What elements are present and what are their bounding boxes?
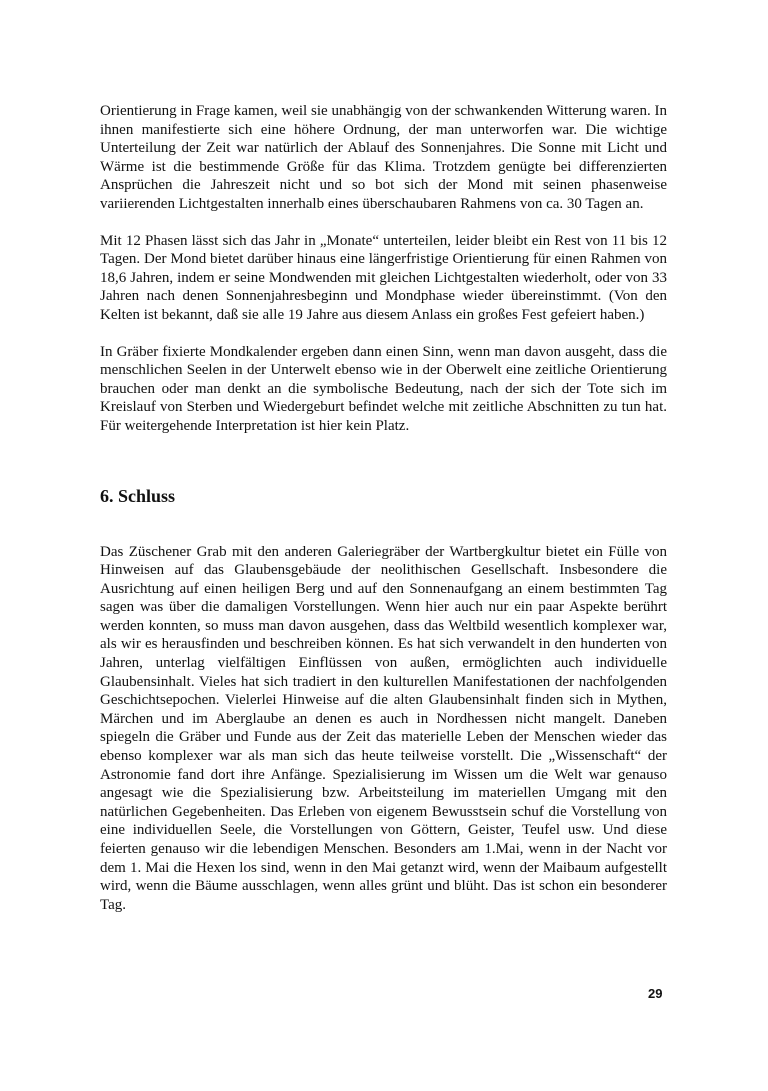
paragraph-grave-calendar: In Gräber fixierte Mondkalender ergeben dann einen Sinn, wenn man davon ausgeht, dass die menschlichen Seelen in der Unterwelt ebenso wie in der Oberwelt eine zeitliche Orientierung brauchen oder man denkt an die symbolische Bedeutung, nach der sich der Tote sich im Kreislauf von Sterben und Wiedergeburt befindet welche mit zeitliche Abschnitten zu tun hat. Für weitergehende Interpretation ist hier kein Platz. — [100, 343, 667, 434]
document-page — [100, 102, 667, 914]
paragraph-orientation: Orientierung in Frage kamen, weil sie unabhängig von der schwankenden Witterung waren. In ihnen manifestierte sich eine höhere Ordnung, der man unterworfen war. Die wichtige Unterteilung der Zeit war natürlich der Ablauf des Sonnenjahres. Die Sonne mit Licht und Wärme ist die bestimmende Größe für das Klima. Trotzdem genügte bei differenzierten Ansprüchen die Jahreszeit nicht und so bot sich der Mond mit seinen phasenweise variierenden Lichtgestalten innerhalb eines überschaubaren Rahmens von ca. 30 Tagen an. — [100, 103, 667, 212]
paragraph-conclusion: Das Züschener Grab mit den anderen Galeriegräber der Wartbergkultur bietet ein Fülle von Hinweisen auf das Glaubensgebäude der neolithischen Gesellschaft. Insbesondere die Ausrichtung auf einen heiligen Berg und auf den Sonnenaufgang an einem bestimmten Tag sagen was über die damaligen Vorstellungen. Wenn hier auch nur ein paar Aspekte berührt werden konnten, so muss man davon ausgehen, dass das Weltbild wesentlich komplexer war, als wir es herausfinden und beschreiben können. Es hat sich verwandelt in den hunderten von Jahren, unterlag vielfältigen Einflüssen von außen, ermöglichten auch individuelle Glaubensinhalt. Vieles hat sich tradiert in den kulturellen Manifestationen der nachfolgenden Geschichtsepochen. Vielerlei Hinweise auf die alten Glaubensinhalt finden sich in Mythen, Märchen und im Aberglaube an denen es auch in Nordhessen nicht mangelt. Daneben spiegeln die Gräber und Funde aus der Zeit das materielle Leben der Menschen wieder das ebenso komplexer war als man sich das heute teilweise vorstellt. Die „Wissenschaft“ der Astronomie fand dort ihre Anfänge. Spezialisierung im Wissen um die Welt war genauso angesagt wie die Spezialisierung bzw. Arbeitsteilung im materiellen Umgang mit den natürlichen Gegebenheiten. Das Erleben von eigenem Bewusstsein schuf die Vorstellung von eine individuellen Seele, die Vorstellungen von Göttern, Geister, Teufel usw. Und diese feierten genauso wir die lebendigen Menschen. Besonders am 1.Mai, wenn in der Nacht vor dem 1. Mai die Hexen los sind, wenn in den Mai getanzt wird, wenn der Maibaum aufgestellt wird, wenn die Bäume ausschlagen, wenn alles grünt und blüht. Das ist schon ein besonderer Tag. — [100, 543, 667, 913]
paragraph-moon-phases: Mit 12 Phasen lässt sich das Jahr in „Monate“ unterteilen, leider bleibt ein Rest von 11 bis 12 Tagen. Der Mond bietet darüber hinaus eine längerfristige Orientierung für einen Rahmen von 18,6 Jahren, indem er seine Mondwenden mit gleichen Lichtgestalten wiederholt, oder von 33 Jahren nach denen Sonnenjahresbeginn und Mondphase wieder übereinstimmt. (Von den Kelten ist bekannt, daß sie alle 19 Jahre aus diesem Anlass ein großes Fest gefeiert haben.) — [100, 232, 667, 323]
section-heading: 6. Schluss — [100, 485, 176, 506]
section-gap — [100, 436, 667, 486]
heading-gap — [100, 507, 667, 543]
paragraph-gap — [100, 325, 667, 343]
page-number: 29 — [648, 986, 663, 1001]
paragraph-gap — [100, 214, 667, 232]
